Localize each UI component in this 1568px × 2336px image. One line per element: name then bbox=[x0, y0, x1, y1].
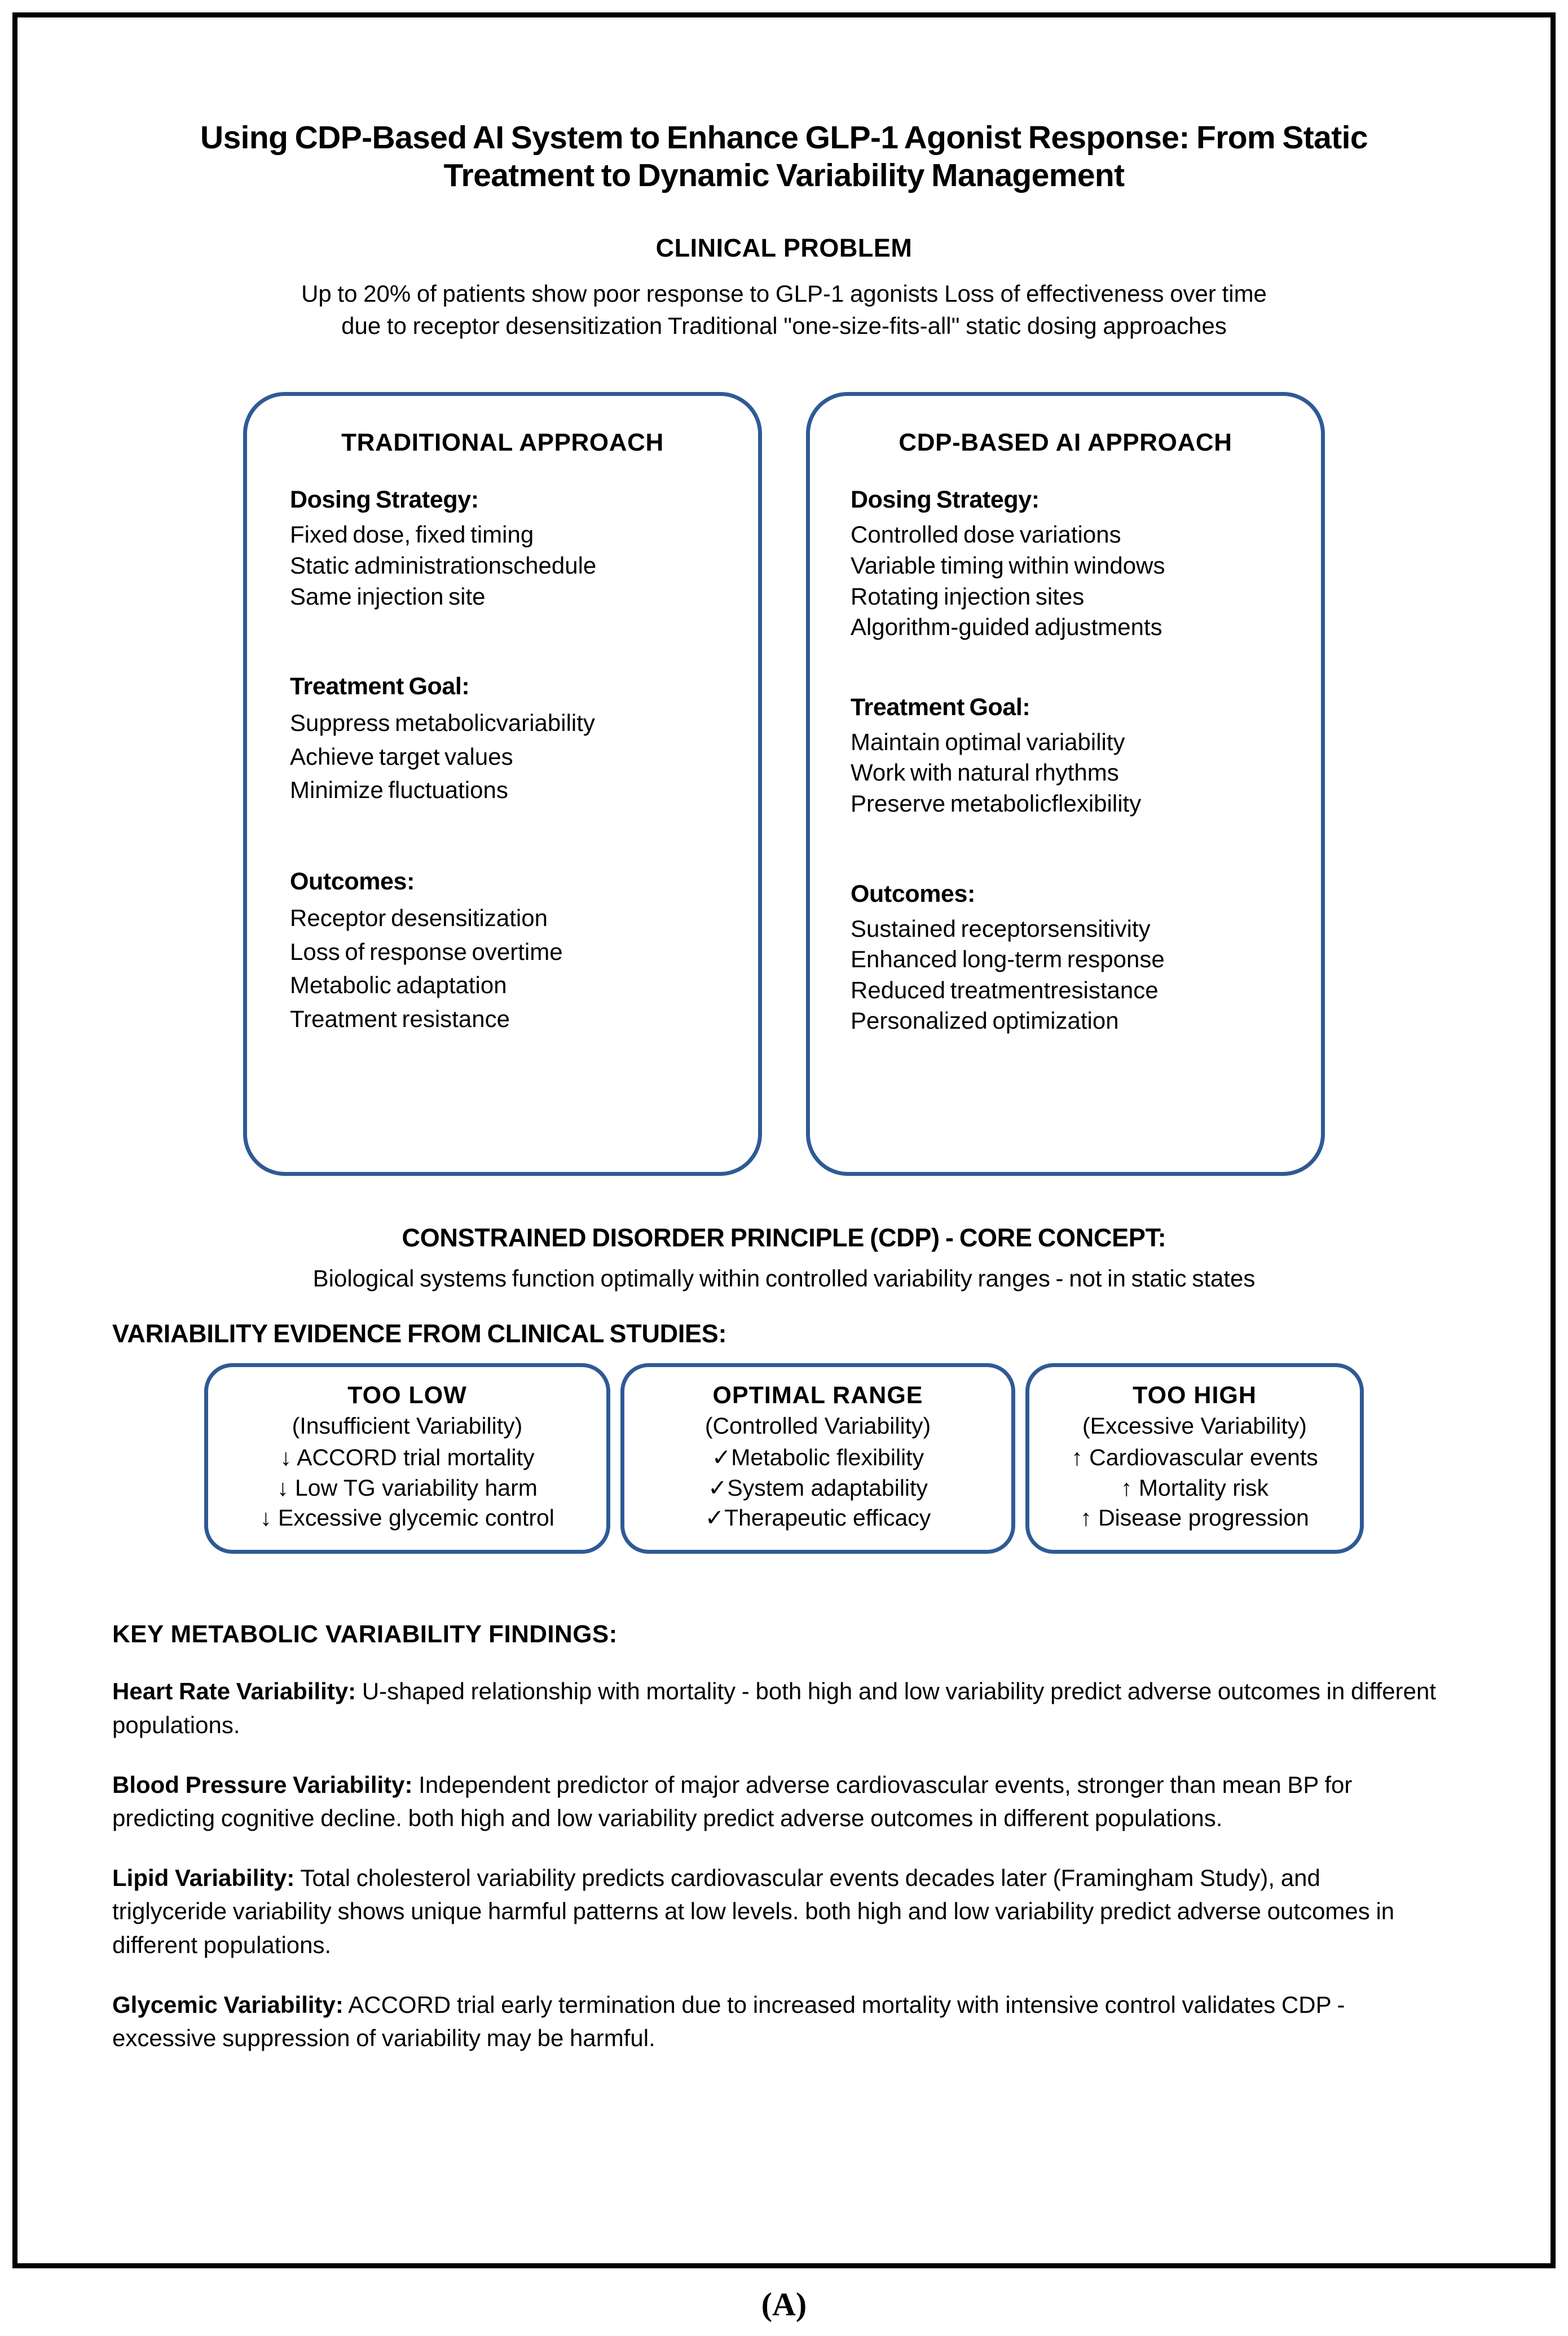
list-item: Metabolic adaptation bbox=[290, 972, 507, 999]
band-item: ↑ Mortality risk bbox=[1121, 1474, 1269, 1501]
band-item: ↓ Excessive glycemic control bbox=[260, 1505, 554, 1531]
section-items bbox=[290, 901, 726, 1036]
spacer bbox=[279, 807, 726, 868]
cdp-core-concept-text: Biological systems function optimally within controlled variability ranges - not in static states bbox=[312, 1265, 1256, 1292]
band-item: ↓ ACCORD trial mortality bbox=[280, 1444, 535, 1471]
section-label: Dosing Strategy: bbox=[851, 486, 1040, 514]
panel-letter: (A) bbox=[761, 2286, 807, 2322]
list-item: Suppress metabolicvariability bbox=[290, 709, 595, 737]
finding-label: Glycemic Variability: bbox=[112, 1991, 343, 2018]
list-item: Personalized optimization bbox=[851, 1007, 1119, 1034]
finding-text: U-shaped relationship with mortality - both high and low variability predict adverse outcomes in different populations. bbox=[112, 1678, 1437, 1738]
cdp-approach-title: CDP-BASED AI APPROACH bbox=[898, 429, 1232, 457]
cdp-outcomes bbox=[842, 880, 1289, 1037]
section-items bbox=[851, 519, 1289, 642]
band-title: OPTIMAL RANGE bbox=[712, 1382, 923, 1409]
band-subtitle: (Insufficient Variability) bbox=[292, 1413, 523, 1439]
list-item: Rotating injection sites bbox=[851, 583, 1085, 610]
band-item: ↑ Cardiovascular events bbox=[1071, 1444, 1318, 1471]
list-item: Algorithm-guided adjustments bbox=[851, 614, 1162, 641]
list-item: Work with natural rhythms bbox=[851, 759, 1119, 786]
band-subtitle: (Controlled Variability) bbox=[704, 1413, 931, 1439]
traditional-dosing-strategy bbox=[279, 486, 726, 612]
traditional-outcomes bbox=[279, 868, 726, 1036]
list-item: Loss of response overtime bbox=[290, 938, 563, 965]
cdp-treatment-goal bbox=[842, 694, 1289, 819]
variability-band-too-low bbox=[204, 1363, 610, 1554]
finding-lipid-variability bbox=[96, 1861, 1472, 1962]
list-item: Achieve target values bbox=[290, 743, 513, 770]
section-label: Outcomes: bbox=[290, 868, 415, 896]
figure-frame bbox=[12, 12, 1556, 2268]
clinical-problem-heading: CLINICAL PROBLEM bbox=[655, 233, 913, 262]
finding-text: ACCORD trial early termination due to increased mortality with intensive control validates CDP - excessive suppression of variability may be harmful. bbox=[112, 1991, 1345, 2052]
section-label: Treatment Goal: bbox=[851, 693, 1030, 721]
variability-evidence-heading: VARIABILITY EVIDENCE FROM CLINICAL STUDIES: bbox=[112, 1319, 727, 1348]
spacer bbox=[842, 643, 1289, 694]
cdp-dosing-strategy bbox=[842, 486, 1289, 642]
clinical-problem-line-1: Up to 20% of patients show poor response to GLP-1 agonists Loss of effectiveness over time bbox=[301, 280, 1267, 307]
list-item: Controlled dose variations bbox=[851, 521, 1121, 548]
finding-label: Heart Rate Variability: bbox=[112, 1678, 356, 1705]
cdp-approach-card bbox=[806, 392, 1325, 1176]
cdp-core-concept-heading: CONSTRAINED DISORDER PRINCIPLE (CDP) - CORE CONCEPT: bbox=[402, 1223, 1166, 1253]
list-item: Variable timing within windows bbox=[851, 552, 1165, 579]
section-items bbox=[290, 706, 726, 807]
band-item: ✓Therapeutic efficacy bbox=[704, 1505, 931, 1531]
finding-label: Blood Pressure Variability: bbox=[112, 1771, 413, 1798]
section-items bbox=[851, 727, 1289, 819]
list-item: Fixed dose, fixed timing bbox=[290, 521, 534, 548]
traditional-treatment-goal bbox=[279, 673, 726, 807]
band-item: ✓System adaptability bbox=[708, 1474, 928, 1501]
traditional-approach-title: TRADITIONAL APPROACH bbox=[341, 429, 664, 457]
clinical-problem-text bbox=[96, 277, 1472, 343]
band-item: ↓ Low TG variability harm bbox=[277, 1474, 538, 1501]
section-label: Dosing Strategy: bbox=[290, 486, 479, 514]
list-item: Receptor desensitization bbox=[290, 905, 548, 932]
variability-band-optimal-range bbox=[620, 1363, 1015, 1554]
traditional-approach-card bbox=[243, 392, 762, 1176]
spacer bbox=[842, 819, 1289, 880]
figure-title: Using CDP-Based AI System to Enhance GLP-1 Agonist Response: From Static Treatment to Dynamic Variability Management bbox=[200, 120, 1368, 194]
band-item: ↑ Disease progression bbox=[1080, 1505, 1309, 1531]
list-item: Reduced treatmentresistance bbox=[851, 976, 1159, 1003]
finding-blood-pressure-variability bbox=[96, 1768, 1472, 1835]
band-title: TOO LOW bbox=[347, 1382, 467, 1409]
spacer bbox=[279, 612, 726, 673]
list-item: Maintain optimal variability bbox=[851, 728, 1125, 755]
band-item: ✓Metabolic flexibility bbox=[711, 1444, 924, 1471]
list-item: Minimize fluctuations bbox=[290, 777, 508, 804]
clinical-problem-line-2: due to receptor desensitization Traditional "one-size-fits-all" static dosing approaches bbox=[341, 312, 1227, 340]
list-item: Preserve metabolicflexibility bbox=[851, 790, 1142, 817]
finding-text: Independent predictor of major adverse cardiovascular events, stronger than mean BP for predicting cognitive decline. both high and low variability predict adverse outcomes in different populations. bbox=[112, 1771, 1353, 1832]
figure-content bbox=[17, 17, 1551, 2263]
list-item: Enhanced long-term response bbox=[851, 946, 1165, 973]
section-items bbox=[290, 519, 726, 612]
section-label: Outcomes: bbox=[851, 880, 975, 907]
key-findings-heading: KEY METABOLIC VARIABILITY FINDINGS: bbox=[112, 1620, 618, 1649]
section-items bbox=[851, 914, 1289, 1037]
approach-comparison bbox=[96, 392, 1472, 1176]
list-item: Same injection site bbox=[290, 583, 486, 610]
band-subtitle: (Excessive Variability) bbox=[1082, 1413, 1307, 1439]
finding-text: Total cholesterol variability predicts cardiovascular events decades later (Framingham Study), and triglyceride variability shows unique harmful patterns at low levels. both high and low variability predict adverse outcomes in different populations. bbox=[112, 1864, 1395, 1959]
finding-label: Lipid Variability: bbox=[112, 1864, 295, 1891]
variability-band-too-high bbox=[1025, 1363, 1364, 1554]
list-item: Static administrationschedule bbox=[290, 552, 597, 579]
list-item: Sustained receptorsensitivity bbox=[851, 915, 1151, 942]
section-label: Treatment Goal: bbox=[290, 673, 470, 700]
band-title: TOO HIGH bbox=[1133, 1382, 1257, 1409]
list-item: Treatment resistance bbox=[290, 1005, 510, 1032]
finding-glycemic-variability bbox=[96, 1988, 1472, 2055]
variability-bands bbox=[96, 1363, 1472, 1554]
finding-heart-rate-variability bbox=[96, 1674, 1472, 1742]
